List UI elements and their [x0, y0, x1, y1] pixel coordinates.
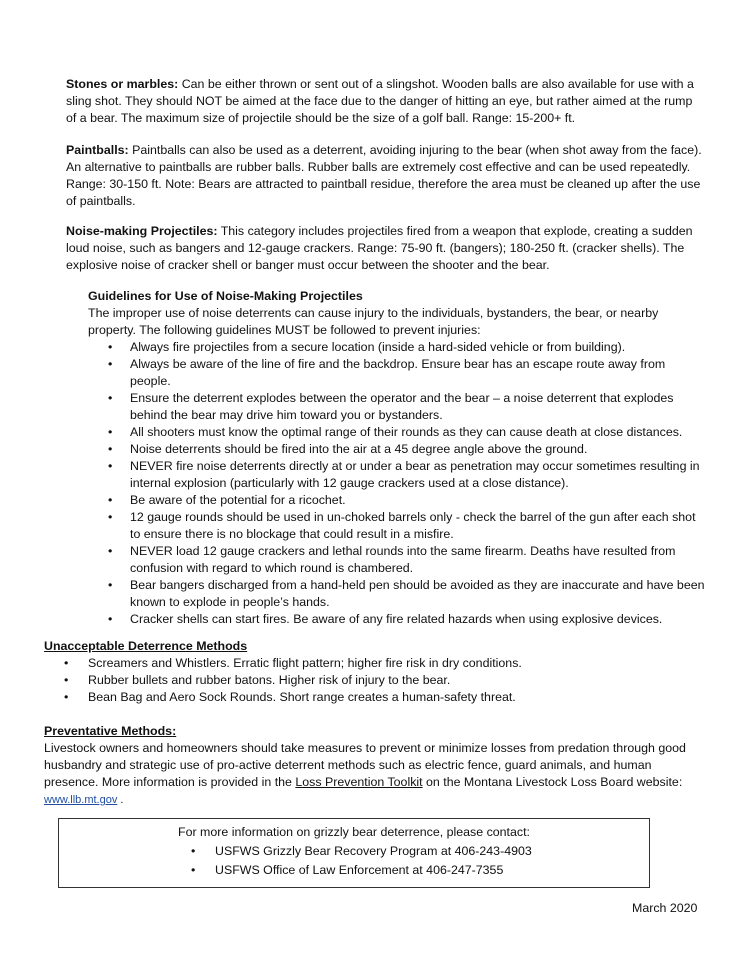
list-item: • Bear bangers discharged from a hand-held pen should be avoided as they are inaccurate and have been known to explode in people’s hands. [88, 577, 706, 611]
preventative-text-before: Livestock owners and homeowners should take measures to prevent or minimize losses from predation through good husbandry and strategic use of pro-active deterrent methods such as electric fence, guard animals, and human presence. More information is provided in the [44, 741, 686, 789]
list-item: • Bean Bag and Aero Sock Rounds. Short range creates a human-safety threat. [44, 689, 706, 706]
noise-text: This category includes projectiles fired from a weapon that explode, creating a sudden loud noise, such as bangers and 12-gauge crackers. Range: 75-90 ft. (bangers); 180-250 ft. (cracker shells). The explosive noise of cracker shell or banger must occur between the shooter and the bear. [66, 224, 693, 272]
guidelines-intro: The improper use of noise deterrents can cause injury to the individuals, bystanders, the bear, or nearby property. The following guidelines MUST be followed to prevent injuries: [88, 306, 659, 337]
list-item: • Ensure the deterrent explodes between the operator and the bear – a noise deterrent that explodes behind the bear may drive him toward you or bystanders. [88, 390, 706, 424]
stones-text: Can be either thrown or sent out of a slingshot. Wooden balls are also available for use with a sling shot. They should NOT be aimed at the face due to the danger of hitting an eye, but rather aimed at the rump of a bear. The maximum size of projectile should be the size of a golf ball. Range: 15-200+ ft. [66, 77, 694, 125]
unacceptable-heading: Unacceptable Deterrence Methods [44, 639, 248, 653]
preventative-text [44, 740, 706, 809]
llb-website-link[interactable]: www.llb.mt.gov [44, 794, 118, 806]
list-item: • NEVER load 12 gauge crackers and lethal rounds into the same firearm. Deaths have resulted from confusion with regard to which round is chambered. [88, 543, 706, 577]
noise-heading: Noise-making Projectiles: [66, 224, 218, 238]
contact-heading: For more information on grizzly bear deterrence, please contact: [178, 825, 530, 839]
stones-heading: Stones or marbles: [66, 77, 179, 91]
paintballs-text: Paintballs can also be used as a deterrent, avoiding injuring to the bear (when shot away from the face). An alternative to paintballs are rubber balls. Rubber balls are extremely cost effective and can be used repeatedly. Range: 30-150 ft. Note: Bears are attracted to paintball residue, therefore the area must be cleaned up after the use of paintballs. [66, 143, 702, 208]
noise-paragraph [66, 223, 706, 274]
loss-prevention-toolkit-link[interactable]: Loss Prevention Toolkit [295, 775, 423, 789]
unacceptable-section [44, 638, 706, 706]
paintballs-paragraph [66, 142, 706, 210]
list-item: • All shooters must know the optimal range of their rounds as they can cause death at close distances. [88, 424, 706, 441]
list-item: • USFWS Office of Law Enforcement at 406-247-7355 [59, 861, 649, 880]
list-item: • Always fire projectiles from a secure location (inside a hard-sided vehicle or from building). [88, 339, 706, 356]
preventative-heading: Preventative Methods [44, 724, 173, 738]
preventative-trailing: . [117, 794, 124, 806]
list-item: • Screamers and Whistlers. Erratic flight pattern; higher fire risk in dry conditions. [44, 655, 706, 672]
guidelines-title: Guidelines for Use of Noise-Making Projectiles [88, 289, 363, 303]
paintballs-heading: Paintballs: [66, 143, 129, 157]
list-item: • Cracker shells can start fires. Be aware of any fire related hazards when using explosive devices. [88, 611, 706, 628]
contact-list [59, 842, 649, 880]
list-item: • Be aware of the potential for a ricochet. [88, 492, 706, 509]
list-item: • Always be aware of the line of fire and the backdrop. Ensure bear has an escape route away from people. [88, 356, 706, 390]
stones-paragraph [66, 76, 706, 127]
preventative-text-after: on the Montana Livestock Loss Board website: [422, 775, 683, 789]
list-item: • Noise deterrents should be fired into the air at a 45 degree angle above the ground. [88, 441, 706, 458]
list-item: • Rubber bullets and rubber batons. Higher risk of injury to the bear. [44, 672, 706, 689]
document-date: March 2020 [632, 901, 698, 915]
preventative-heading-line [44, 723, 706, 740]
list-item: • 12 gauge rounds should be used in un-choked barrels only - check the barrel of the gun after each shot to ensure there is no blockage that could result in a misfire. [88, 509, 706, 543]
guidelines-list [88, 339, 706, 628]
list-item: • NEVER fire noise deterrents directly at or under a bear as penetration may occur sometimes resulting in internal explosion (particularly with 12 gauge crackers used at a close distance). [88, 458, 706, 492]
contact-box [58, 818, 650, 888]
unacceptable-list [44, 655, 706, 706]
guidelines-section [88, 288, 706, 628]
preventative-colon: : [172, 724, 177, 738]
list-item: • USFWS Grizzly Bear Recovery Program at 406-243-4903 [59, 842, 649, 861]
preventative-section [44, 723, 706, 809]
